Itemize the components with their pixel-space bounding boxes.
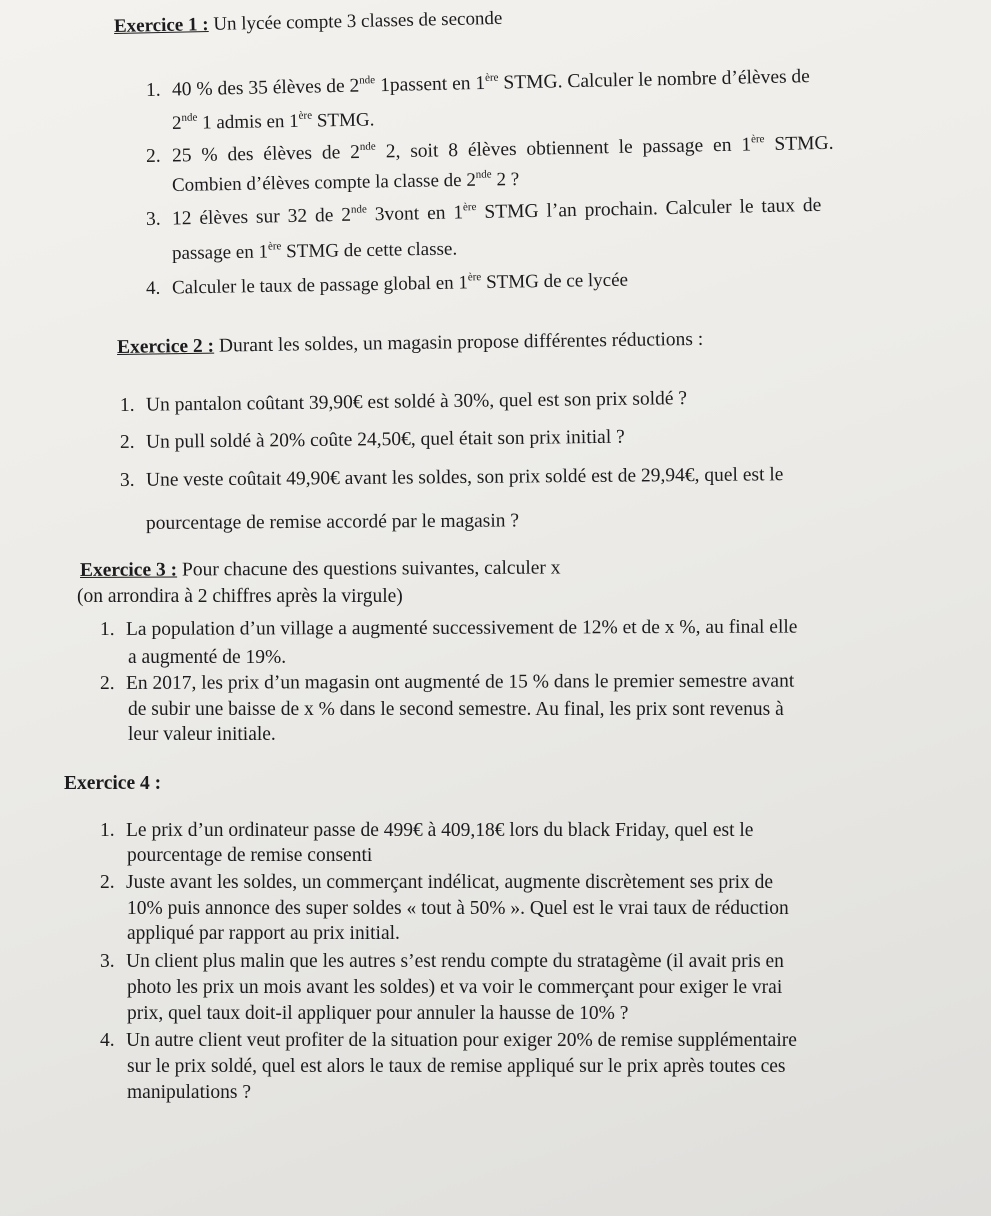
ex3-question-1: 1. La population d’un village a augmenté successivement de 12% et de x %, au final elle bbox=[99, 616, 798, 640]
exercise-2-title: Exercice 2 : bbox=[116, 335, 215, 358]
exercise-4-heading bbox=[64, 773, 161, 795]
exercise-3-heading bbox=[80, 557, 561, 582]
ex3-question-2-cont: de subir une baisse de x % dans le second semestre. Au final, les prix sont revenus à bbox=[128, 699, 784, 720]
ex3-question-2-cont-2: leur valeur initiale. bbox=[128, 724, 276, 745]
ex4-question-2: 2. Juste avant les soldes, un commerçant indélicat, augmente discrètement ses prix de bbox=[100, 872, 774, 893]
ex2-question-2: 2. Un pull soldé à 20% coûte 24,50€, quel était son prix initial ? bbox=[119, 426, 625, 453]
ex4-question-4-cont: sur le prix soldé, quel est alors le taux de remise appliqué sur le prix après toutes ces bbox=[127, 1056, 786, 1077]
exercise-4-title: Exercice 4 : bbox=[64, 773, 162, 794]
ex4-question-4: 4. Un autre client veut profiter de la situation pour exiger 20% de remise supplémentaire bbox=[100, 1030, 797, 1051]
ex1-question-2-cont: Combien d’élèves compte la classe de 2nde 2 ? bbox=[171, 168, 520, 196]
ex3-question-1-cont: a augmenté de 19%. bbox=[128, 647, 287, 668]
ex4-question-1: 1. Le prix d’un ordinateur passe de 499€ à 409,18€ lors du black Friday, quel est le bbox=[100, 820, 754, 841]
ex4-question-3: 3. Un client plus malin que les autres s’est rendu compte du stratagème (il avait pris en bbox=[100, 951, 784, 972]
ex1-question-4: 4. Calculer le taux de passage global en 1ère STMG de ce lycée bbox=[145, 269, 629, 299]
ex3-question-2: 2. En 2017, les prix d’un magasin ont augmenté de 15 % dans le premier semestre avant bbox=[99, 670, 795, 694]
ex4-question-3-cont-2: prix, quel taux doit-il appliquer pour annuler la hausse de 10% ? bbox=[127, 1003, 629, 1024]
exercise-3-intro: Pour chacune des questions suivantes, calculer x bbox=[181, 557, 561, 581]
ex4-question-1-cont: pourcentage de remise consenti bbox=[127, 845, 373, 866]
exercise-1-heading bbox=[114, 8, 503, 38]
ex4-question-2-cont: 10% puis annonce des super soldes « tout à 50% ». Quel est le vrai taux de réduction bbox=[127, 898, 789, 919]
exercise-2-heading bbox=[117, 329, 704, 359]
ex1-question-3-cont: passage en 1ère STMG de cette classe. bbox=[171, 238, 458, 264]
ex4-question-4-cont-2: manipulations ? bbox=[127, 1082, 252, 1103]
exercise-1-intro: Un lycée compte 3 classes de seconde bbox=[213, 7, 503, 35]
ex1-question-1-cont: 2nde 1 admis en 1ère STMG. bbox=[171, 109, 375, 134]
ex2-question-3-cont: pourcentage de remise accordé par le magasin ? bbox=[145, 510, 520, 534]
ex1-question-3: 3. 12 élèves sur 32 de 2nde 3vont en 1ère STMG l’an prochain. Calculer le taux de bbox=[145, 194, 822, 230]
exercise-3-title: Exercice 3 : bbox=[79, 559, 178, 581]
ex2-question-1: 1. Un pantalon coûtant 39,90€ est soldé à 30%, quel est son prix soldé ? bbox=[119, 388, 688, 416]
exercise-3-intro-2: (on arrondira à 2 chiffres après la virgule) bbox=[77, 586, 403, 607]
ex4-question-2-cont-2: appliqué par rapport au prix initial. bbox=[127, 923, 400, 944]
ex2-question-3: 3. Une veste coûtait 49,90€ avant les soldes, son prix soldé est de 29,94€, quel est le bbox=[119, 464, 784, 491]
exercise-1-title: Exercice 1 : bbox=[113, 14, 209, 37]
ex4-question-3-cont: photo les prix un mois avant les soldes) et va voir le commerçant pour exiger le vrai bbox=[127, 977, 783, 998]
ex1-question-2: 2. 25 % des élèves de 2nde 2, soit 8 élèves obtiennent le passage en 1ère STMG. bbox=[145, 132, 834, 167]
exercise-2-intro: Durant les soldes, un magasin propose différentes réductions : bbox=[218, 328, 704, 357]
ex1-question-1: 1. 40 % des 35 élèves de 2nde 1passent en 1ère STMG. Calculer le nombre d’élèves de bbox=[145, 66, 811, 101]
